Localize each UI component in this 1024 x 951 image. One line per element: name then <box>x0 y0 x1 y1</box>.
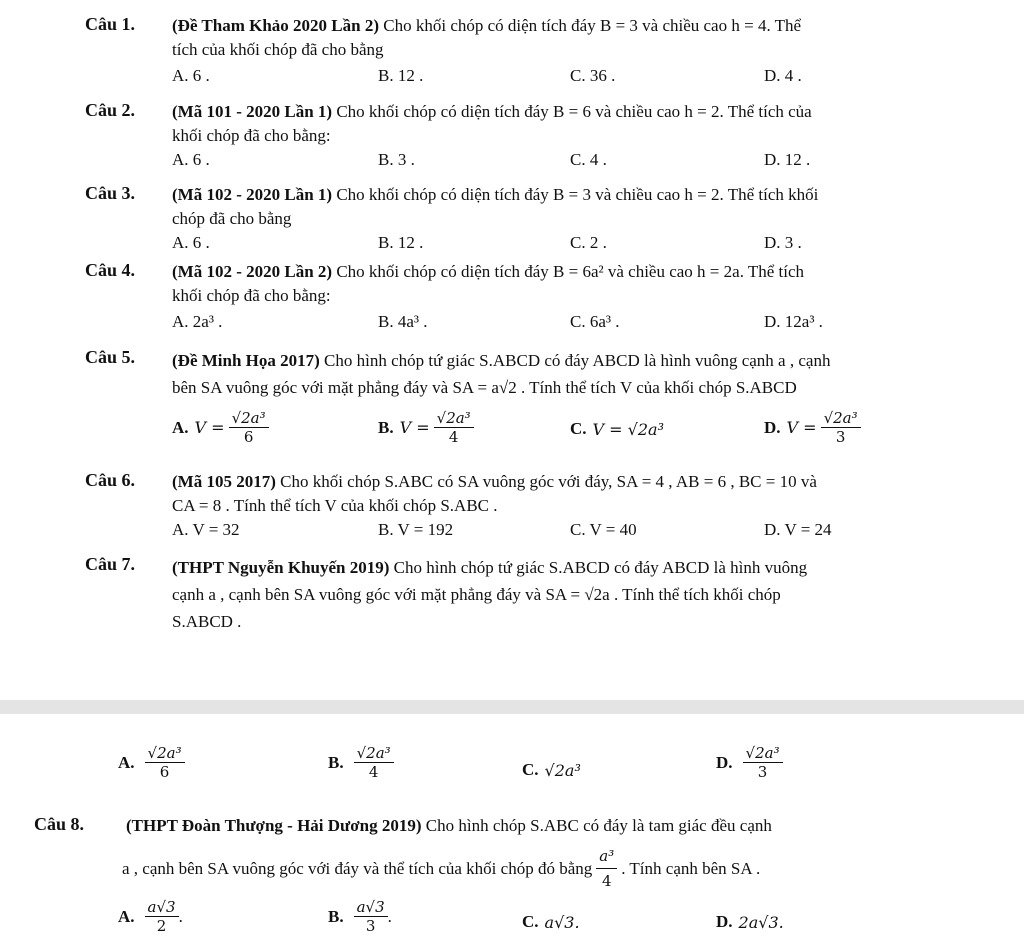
question-source: (Đề Tham Khảo 2020 Lần 2) <box>172 16 380 35</box>
question-line-1: Cho khối chóp S.ABC có SA vuông góc với đáy, SA = 4 , AB = 6 , BC = 10 và <box>280 472 817 491</box>
denominator: 6 <box>243 428 254 446</box>
option-label: D. <box>716 752 733 772</box>
question-line-2: khối chóp đã cho bằng: <box>172 126 331 145</box>
question-text <box>172 554 984 635</box>
question-text <box>172 470 984 518</box>
question-line-1: Cho khối chóp có diện tích đáy B = 6a² và chiều cao h = 2a. Thể tích <box>336 262 805 281</box>
question-source: (Mã 101 - 2020 Lần 1) <box>172 102 333 121</box>
fraction <box>821 409 861 446</box>
fraction <box>354 744 394 781</box>
option-c: C. 4 . <box>570 150 607 169</box>
option-prefix: V = <box>194 418 225 437</box>
option-label: D. <box>764 417 781 437</box>
question-number: Câu 6. <box>85 470 136 490</box>
option-suffix: . <box>387 906 392 926</box>
question-number: Câu 1. <box>85 14 136 34</box>
question-line-2: bên SA vuông góc với mặt phẳng đáy và SA = a√2 . Tính thể tích V của khối chóp S.ABCD <box>172 378 797 397</box>
option-a: A. 2a³ . <box>172 312 223 331</box>
option-label: D. <box>716 912 733 931</box>
option-text: √2a³ <box>544 760 581 780</box>
denominator: 6 <box>159 763 170 781</box>
question-source: (THPT Đoàn Thượng - Hải Dương 2019) <box>126 816 422 835</box>
page-2 <box>0 714 1024 951</box>
question-text <box>126 814 936 838</box>
option-c: C. 2 . <box>570 233 607 252</box>
option-a: A. 6 . <box>172 150 210 169</box>
denominator: 2 <box>156 917 167 935</box>
option-b <box>378 409 474 446</box>
option-d: D. 12 . <box>764 150 811 169</box>
option-b: B. 3 . <box>378 150 415 169</box>
option-c <box>570 419 664 439</box>
numerator: √2a³ <box>821 409 861 428</box>
question-line-1: Cho hình chóp tứ giác S.ABCD có đáy ABCD là hình vuông <box>393 558 808 577</box>
option-label: B. <box>328 906 344 926</box>
option-a: A. V = 32 <box>172 520 240 539</box>
question-line-3: S.ABCD . <box>172 612 242 631</box>
denominator: 4 <box>448 428 459 446</box>
option-text: 2a√3. <box>738 912 784 932</box>
option-d: D. 4 . <box>764 66 802 85</box>
option-d <box>716 912 784 932</box>
question-text <box>172 14 984 62</box>
numerator: √2a³ <box>434 409 474 428</box>
question-text <box>172 347 984 401</box>
question-line-2 <box>122 844 982 893</box>
question-line-1: Cho khối chóp có diện tích đáy B = 3 và chiều cao h = 2. Thể tích khối <box>336 185 819 204</box>
question-line-2: CA = 8 . Tính thể tích V của khối chóp S.ABC . <box>172 496 498 515</box>
option-a: A. 6 . <box>172 233 210 252</box>
question-line-2: tích của khối chóp đã cho bằng <box>172 40 384 59</box>
fraction <box>434 409 474 446</box>
option-label: C. <box>522 760 539 779</box>
question-source: (Mã 102 - 2020 Lần 2) <box>172 262 333 281</box>
question-line-1: Cho khối chóp có diện tích đáy B = 3 và chiều cao h = 4. Thể <box>383 16 802 35</box>
numerator: a³ <box>596 844 617 869</box>
option-text: V = √2a³ <box>592 419 664 439</box>
option-prefix: V = <box>399 418 430 437</box>
option-d: D. 3 . <box>764 233 802 252</box>
option-b: B. 12 . <box>378 66 424 85</box>
fraction <box>145 744 185 781</box>
page-separator <box>0 700 1024 714</box>
question-source: (THPT Nguyễn Khuyến 2019) <box>172 558 390 577</box>
fraction <box>229 409 269 446</box>
option-a <box>118 744 185 781</box>
question-line-2-tail: . Tính cạnh bên SA . <box>621 858 761 878</box>
option-c <box>522 760 581 780</box>
option-b <box>328 744 394 781</box>
option-a <box>118 898 183 935</box>
option-label: B. <box>378 417 394 437</box>
question-source: (Mã 102 - 2020 Lần 1) <box>172 185 333 204</box>
question-line-2: chóp đã cho bằng <box>172 209 292 228</box>
question-line-2: khối chóp đã cho bằng: <box>172 286 331 305</box>
question-source: (Đề Minh Họa 2017) <box>172 351 320 370</box>
question-number: Câu 2. <box>85 100 136 120</box>
option-d: D. V = 24 <box>764 520 832 539</box>
fraction <box>354 898 388 935</box>
option-d <box>716 744 783 781</box>
numerator: a√3 <box>354 898 388 917</box>
question-number: Câu 5. <box>85 347 136 367</box>
question-number: Câu 3. <box>85 183 136 203</box>
question-text <box>172 183 984 231</box>
denominator: 3 <box>757 763 768 781</box>
option-b: B. V = 192 <box>378 520 454 539</box>
denominator: 4 <box>601 872 612 890</box>
question-line-2: cạnh a , cạnh bên SA vuông góc với mặt phẳng đáy và SA = √2a . Tính thể tích khối chóp <box>172 585 781 604</box>
fraction <box>743 744 783 781</box>
option-c <box>522 912 580 932</box>
question-number: Câu 8. <box>34 814 85 834</box>
denominator: 3 <box>365 917 376 935</box>
numerator: √2a³ <box>354 744 394 763</box>
option-a <box>172 409 269 446</box>
question-text <box>172 260 984 308</box>
numerator: √2a³ <box>145 744 185 763</box>
fraction <box>145 898 179 935</box>
option-label: C. <box>570 419 587 438</box>
option-c: C. V = 40 <box>570 520 637 539</box>
option-a: A. 6 . <box>172 66 210 85</box>
option-b <box>328 898 392 935</box>
option-c: C. 6a³ . <box>570 312 620 331</box>
option-label: A. <box>172 417 189 437</box>
question-number: Câu 4. <box>85 260 136 280</box>
option-d: D. 12a³ . <box>764 312 823 331</box>
question-line-1: Cho hình chóp S.ABC có đáy là tam giác đều cạnh <box>425 816 772 835</box>
denominator: 3 <box>835 428 846 446</box>
numerator: a√3 <box>145 898 179 917</box>
numerator: √2a³ <box>743 744 783 763</box>
option-b: B. 12 . <box>378 233 424 252</box>
question-line-2-text: a , cạnh bên SA vuông góc với đáy và thể tích của khối chóp đó bằng <box>122 858 593 878</box>
option-b: B. 4a³ . <box>378 312 428 331</box>
option-text: a√3. <box>544 912 580 932</box>
option-suffix: . <box>178 906 183 926</box>
question-source: (Mã 105 2017) <box>172 472 276 491</box>
fraction <box>596 844 617 893</box>
option-d <box>764 409 861 446</box>
option-c: C. 36 . <box>570 66 616 85</box>
question-text <box>172 100 984 148</box>
denominator: 4 <box>368 763 379 781</box>
option-label: C. <box>522 912 539 931</box>
option-label: B. <box>328 752 344 772</box>
option-label: A. <box>118 906 135 926</box>
question-number: Câu 7. <box>85 554 136 574</box>
numerator: √2a³ <box>229 409 269 428</box>
question-line-1: Cho hình chóp tứ giác S.ABCD có đáy ABCD là hình vuông cạnh a , cạnh <box>324 351 831 370</box>
option-label: A. <box>118 752 135 772</box>
question-line-1: Cho khối chóp có diện tích đáy B = 6 và chiều cao h = 2. Thể tích của <box>336 102 812 121</box>
option-prefix: V = <box>786 418 817 437</box>
